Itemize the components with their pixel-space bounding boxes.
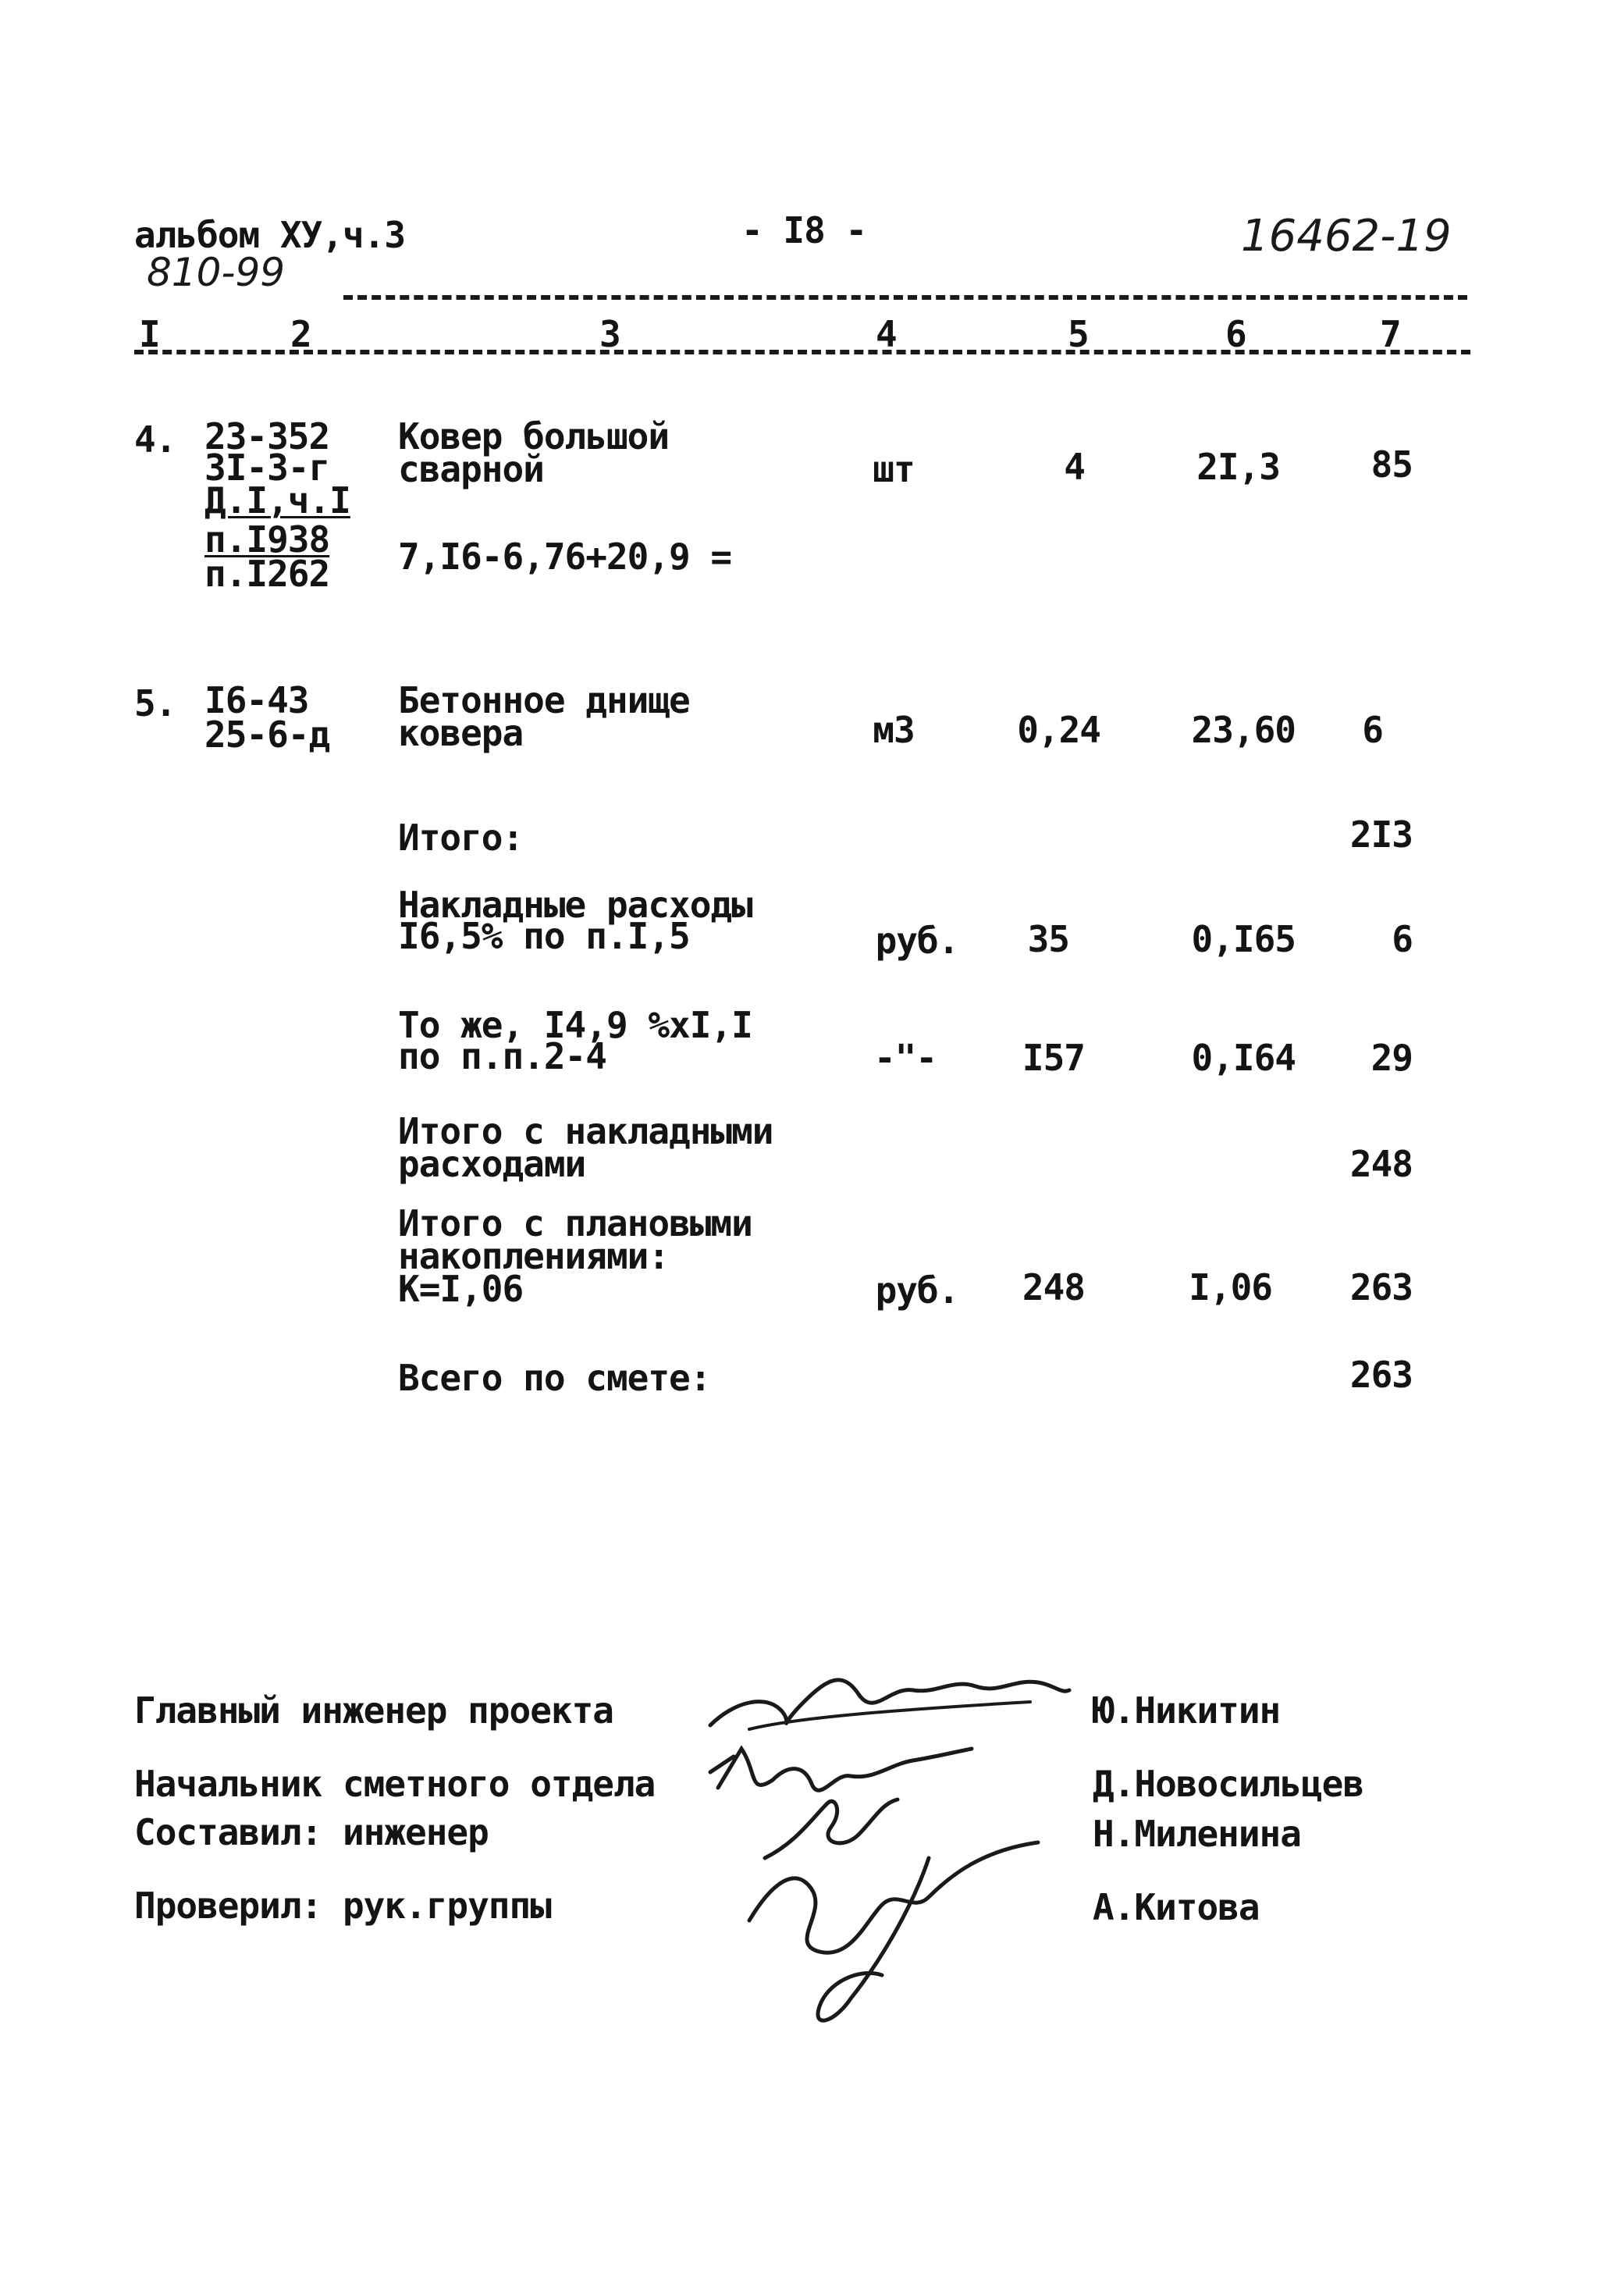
column-numbers-rule	[134, 350, 1470, 354]
column-number: 3	[599, 313, 620, 355]
summary-quantity: I57	[1022, 1037, 1085, 1079]
row-description: Бетонное днище	[398, 679, 690, 721]
row-code: п.I938	[204, 518, 330, 561]
summary-quantity: 248	[1022, 1266, 1085, 1308]
summary-total: 248	[1349, 1143, 1413, 1185]
summary-total: 263	[1349, 1266, 1413, 1308]
row-quantity: 4	[1064, 446, 1085, 488]
summary-unit: -"-	[873, 1037, 937, 1079]
row-code: Д.I,ч.I	[204, 479, 350, 521]
row-code: 23-352	[204, 415, 330, 457]
column-number: 6	[1225, 313, 1246, 355]
summary-quantity: 35	[1027, 918, 1069, 960]
header-separator	[343, 295, 1467, 300]
project-code: 810-99	[147, 250, 286, 295]
album-label: альбом ХУ,ч.3	[134, 214, 406, 256]
handwritten-signature	[702, 1655, 1077, 1749]
summary-price: I,06	[1189, 1266, 1272, 1308]
summary-description: Итого с накладными	[398, 1110, 773, 1152]
summary-price: 0,I65	[1191, 918, 1296, 960]
signature-name: Ю.Никитин	[1093, 1689, 1281, 1732]
summary-description: К=I,06	[398, 1268, 524, 1310]
row-description: Ковер большой	[398, 415, 670, 457]
handwritten-signature	[726, 1835, 1054, 2038]
summary-description: по п.п.2-4	[398, 1035, 606, 1077]
summary-total: 2I3	[1349, 813, 1413, 856]
row-number: 4.	[134, 418, 176, 461]
summary-total: 263	[1349, 1354, 1413, 1396]
summary-description: Итого с плановыми	[398, 1202, 752, 1244]
column-number: 4	[876, 313, 897, 355]
row-price: 23,60	[1191, 709, 1296, 751]
row-unit: м3	[873, 709, 915, 751]
page-number: - I8 -	[741, 209, 867, 251]
row-code: 25-6-д	[204, 714, 330, 756]
row-formula: 7,I6-6,76+20,9 =	[398, 536, 732, 578]
summary-description: Итого:	[398, 817, 524, 859]
summary-description: Накладные расходы	[398, 884, 752, 926]
column-number: 5	[1068, 313, 1089, 355]
summary-description: расходами	[398, 1143, 586, 1185]
column-number: 7	[1380, 313, 1401, 355]
summary-description: Всего по смете:	[398, 1357, 711, 1399]
signature-role: Проверил: рук.группы	[134, 1885, 551, 1927]
summary-description: То же, I4,9 %хI,I	[398, 1004, 752, 1046]
signature-role: Составил: инженер	[134, 1811, 489, 1853]
signature-name: Д.Новосильцев	[1093, 1763, 1364, 1805]
row-total: 85	[1370, 443, 1413, 486]
row-unit: шт	[873, 448, 915, 490]
signature-name: А.Китова	[1093, 1886, 1260, 1928]
row-quantity: 0,24	[1017, 709, 1100, 751]
column-number: I	[139, 313, 160, 355]
summary-unit: руб.	[875, 920, 959, 962]
row-code: 3I-3-г	[204, 447, 330, 489]
document-number: 16462-19	[1241, 211, 1452, 262]
signature-name: Н.Миленина	[1093, 1813, 1301, 1855]
column-number: 2	[290, 313, 311, 355]
summary-total: 6	[1392, 918, 1413, 960]
summary-unit: руб.	[875, 1269, 959, 1312]
signature-role: Главный инженер проекта	[134, 1689, 613, 1732]
signature-role: Начальник сметного отдела	[134, 1763, 656, 1805]
row-price: 2I,3	[1196, 446, 1280, 488]
summary-price: 0,I64	[1191, 1037, 1296, 1079]
row-total: 6	[1362, 709, 1383, 751]
summary-description: накоплениями:	[398, 1235, 670, 1277]
summary-description: I6,5% по п.I,5	[398, 915, 690, 957]
row-description: сварной	[398, 448, 544, 490]
row-code: п.I262	[204, 553, 330, 595]
row-description: ковера	[398, 712, 524, 754]
row-number: 5.	[134, 682, 176, 724]
summary-total: 29	[1370, 1037, 1413, 1079]
row-code: I6-43	[204, 679, 309, 721]
